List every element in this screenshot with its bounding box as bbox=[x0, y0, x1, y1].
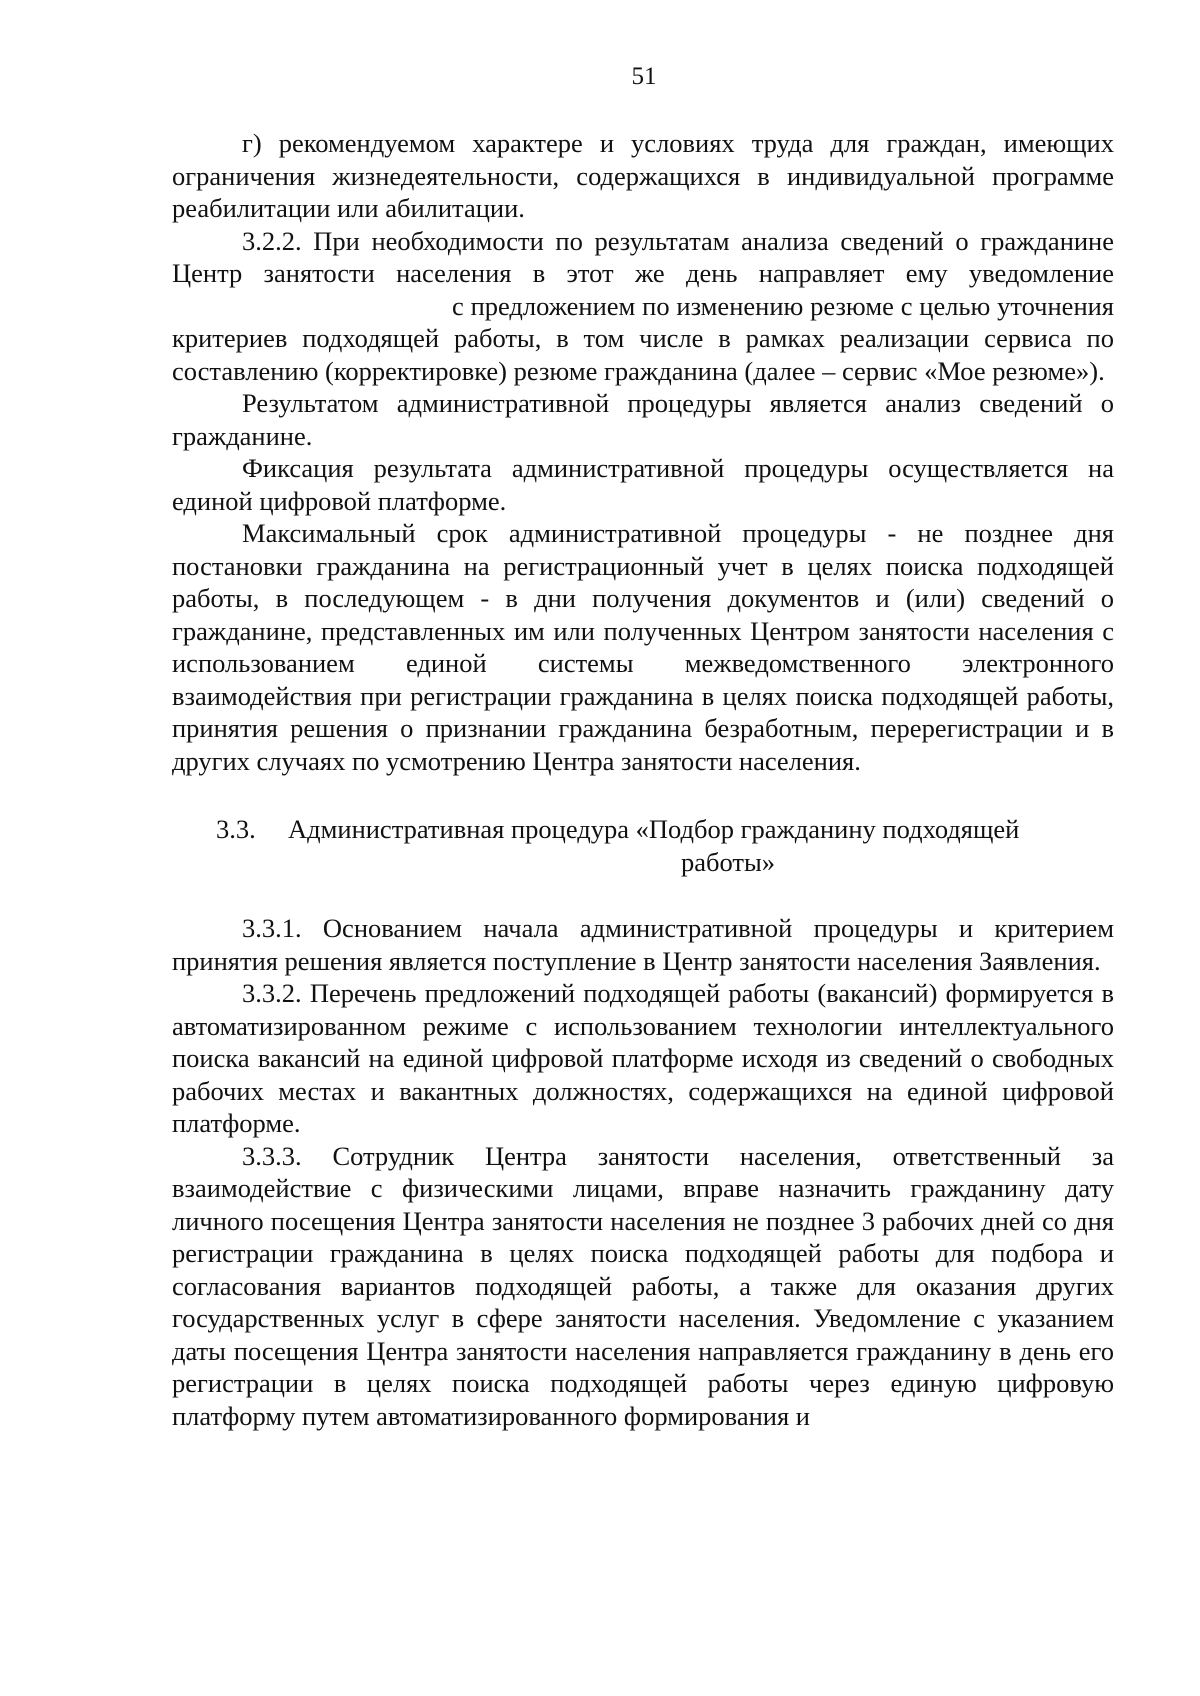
paragraph-result: Результатом административной процедуры является анализ сведений о гражданине. bbox=[172, 388, 1114, 451]
paragraph-3-3-1: 3.3.1. Основанием начала административной процедуры и критерием принятия решения является поступление в Центр занятости населения Заявления. bbox=[172, 913, 1114, 976]
document-body bbox=[172, 127, 1114, 1432]
paragraph-3-2-2-part1: 3.2.2. При необходимости по результатам анализа сведений о гражданине Центр занятости населения в этот же день направляет ему уведомление bbox=[172, 225, 1114, 288]
section-heading-3-3 bbox=[172, 813, 1114, 878]
paragraph-fixation: Фиксация результата административной процедуры осуществляется на единой цифровой платформе. bbox=[172, 453, 1114, 516]
section-title-line1: Административная процедура «Подбор гражданину подходящей bbox=[288, 814, 1020, 844]
paragraph-3-2-2-part2: с предложением по изменению резюме с целью уточнения критериев подходящей работы, в том числе в рамках реализации сервиса по составлению (корректировке) резюме гражданина (далее – сервис «Мое резюме»). bbox=[172, 290, 1114, 386]
paragraph-3-3-3: 3.3.3. Сотрудник Центра занятости населения, ответственный за взаимодействие с физическими лицами, вправе назначить гражданину дату личного посещения Центра занятости населения не позднее 3 рабочих дней со дня регистрации гражданина в целях поиска подходящей работы для подбора и согласования вариантов подходящей работы, а также для оказания других государственных услуг в сфере занятости населения. Уведомление с указанием даты посещения Центра занятости населения направляется гражданину в день его регистрации в целях поиска подходящей работы через единую цифровую платформу путем автоматизированного формирования и bbox=[172, 1140, 1114, 1431]
page-number: 51 bbox=[631, 63, 657, 90]
paragraph-g: г) рекомендуемом характере и условиях труда для граждан, имеющих ограничения жизнедеятельности, содержащихся в индивидуальной программе реабилитации или абилитации. bbox=[172, 128, 1114, 223]
paragraph-3-2-2 bbox=[172, 225, 1114, 388]
section-title-line2: работы» bbox=[680, 846, 776, 877]
paragraph-max-term: Максимальный срок административной процедуры - не позднее дня постановки гражданина на регистрационный учет в целях поиска подходящей работы, в последующем - в дни получения документов и (или) сведений о гражданине, представленных им или полученных Центром занятости населения с использованием единой системы межведомственного электронного взаимодействия при регистрации гражданина в целях поиска подходящей работы, принятия решения о признании гражданина безработным, перерегистрации и в других случаях по усмотрению Центра занятости населения. bbox=[172, 518, 1114, 776]
paragraph-3-3-2: 3.3.2. Перечень предложений подходящей работы (вакансий) формируется в автоматизированном режиме с использованием технологии интеллектуального поиска вакансий на единой цифровой платформе исходя из сведений о свободных рабочих местах и вакантных должностях, содержащихся на единой цифровой платформе. bbox=[172, 978, 1114, 1138]
section-number: 3.3. bbox=[216, 814, 256, 844]
